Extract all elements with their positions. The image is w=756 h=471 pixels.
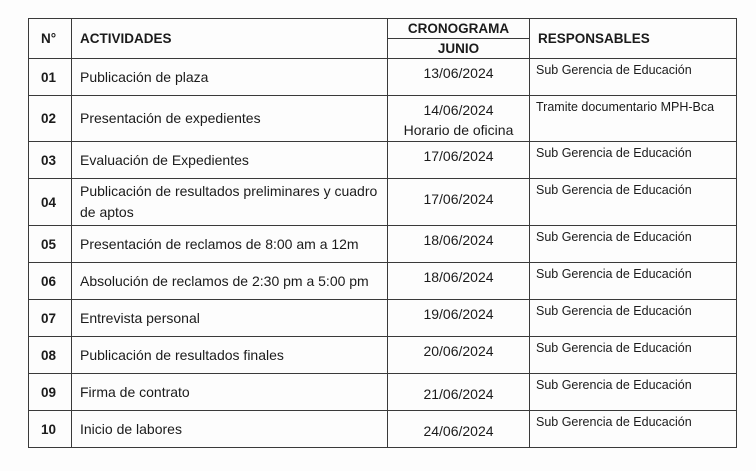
row-date <box>388 300 530 337</box>
row-activity: Publicación de resultados finales <box>72 337 388 374</box>
row-activity: Presentación de expedientes <box>72 96 388 142</box>
row-responsible: Sub Gerencia de Educación <box>530 226 737 263</box>
row-date-value: 24/06/2024 <box>423 423 494 439</box>
row-number: 08 <box>29 337 72 374</box>
row-date-value: 14/06/2024 <box>423 102 494 118</box>
row-date <box>388 96 530 142</box>
row-date <box>388 411 530 448</box>
row-date <box>388 179 530 226</box>
row-date-value: 21/06/2024 <box>423 386 494 402</box>
row-number: 10 <box>29 411 72 448</box>
row-number: 02 <box>29 96 72 142</box>
row-responsible: Sub Gerencia de Educación <box>530 59 737 96</box>
row-number: 03 <box>29 142 72 179</box>
row-date <box>388 374 530 411</box>
row-responsible: Sub Gerencia de Educación <box>530 411 737 448</box>
table-row <box>29 226 737 263</box>
row-activity: Entrevista personal <box>72 300 388 337</box>
row-responsible: Sub Gerencia de Educación <box>530 300 737 337</box>
schedule-table <box>28 18 737 448</box>
row-responsible: Sub Gerencia de Educación <box>530 374 737 411</box>
row-date-value: 18/06/2024 <box>423 269 494 285</box>
row-date <box>388 226 530 263</box>
row-activity: Absolución de reclamos de 2:30 pm a 5:00 pm <box>72 263 388 300</box>
table-row <box>29 59 737 96</box>
table-row <box>29 374 737 411</box>
row-date <box>388 263 530 300</box>
row-number: 07 <box>29 300 72 337</box>
row-date-value: 17/06/2024 <box>423 148 494 164</box>
row-activity: Firma de contrato <box>72 374 388 411</box>
row-responsible: Sub Gerencia de Educación <box>530 142 737 179</box>
table-row <box>29 179 737 226</box>
row-date <box>388 142 530 179</box>
row-date-value: 18/06/2024 <box>423 232 494 248</box>
row-activity: Publicación de resultados preliminares y cuadro de aptos <box>72 179 388 226</box>
header-number: N° <box>29 19 72 59</box>
table-row <box>29 300 737 337</box>
header-month: JUNIO <box>388 39 530 59</box>
header-activities: ACTIVIDADES <box>72 19 388 59</box>
row-date-note: Horario de oficina <box>403 122 514 138</box>
row-activity: Evaluación de Expedientes <box>72 142 388 179</box>
row-responsible: Sub Gerencia de Educación <box>530 179 737 226</box>
table-row <box>29 96 737 142</box>
row-date-value: 17/06/2024 <box>423 191 494 207</box>
row-responsible: Tramite documentario MPH-Bca <box>530 96 737 142</box>
row-responsible: Sub Gerencia de Educación <box>530 337 737 374</box>
row-activity: Presentación de reclamos de 8:00 am a 12m <box>72 226 388 263</box>
row-activity: Inicio de labores <box>72 411 388 448</box>
header-responsible: RESPONSABLES <box>530 19 737 59</box>
row-responsible: Sub Gerencia de Educación <box>530 263 737 300</box>
header-schedule: CRONOGRAMA <box>388 19 530 39</box>
row-date-value: 20/06/2024 <box>423 343 494 359</box>
row-date <box>388 59 530 96</box>
table-row <box>29 142 737 179</box>
row-date-value: 19/06/2024 <box>423 306 494 322</box>
table-row <box>29 411 737 448</box>
row-date-value: 13/06/2024 <box>423 65 494 81</box>
row-number: 01 <box>29 59 72 96</box>
row-number: 05 <box>29 226 72 263</box>
row-activity: Publicación de plaza <box>72 59 388 96</box>
table-row <box>29 337 737 374</box>
table-row <box>29 263 737 300</box>
row-date <box>388 337 530 374</box>
row-number: 06 <box>29 263 72 300</box>
row-number: 04 <box>29 179 72 226</box>
row-number: 09 <box>29 374 72 411</box>
